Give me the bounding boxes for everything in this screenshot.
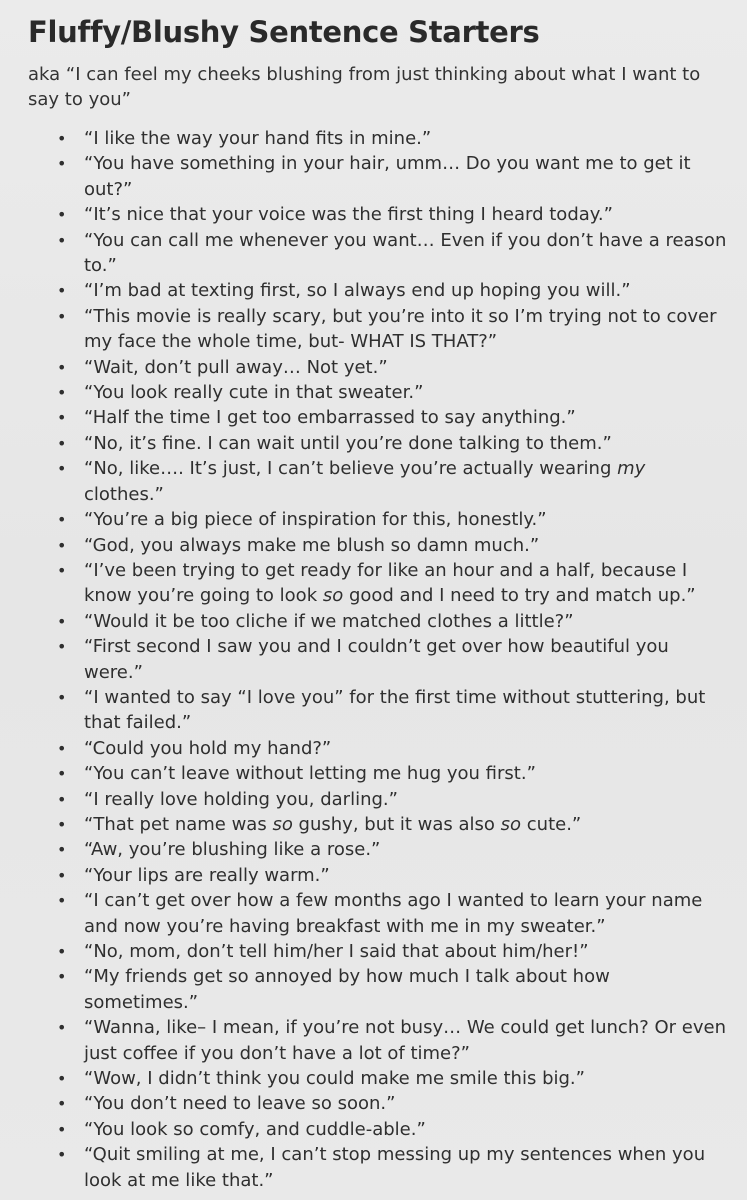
list-item-text xyxy=(84,1093,395,1114)
bullet-icon: • xyxy=(57,865,67,885)
list-item-text xyxy=(84,153,691,199)
page-title: Fluffy/Blushy Sentence Starters xyxy=(28,15,540,49)
text-segment: “You can call me whenever you want… Even if you don’t have a reason to.” xyxy=(84,229,727,277)
emphasis-text: my xyxy=(617,458,646,480)
emphasis-text: so xyxy=(322,585,344,607)
list-item xyxy=(28,151,727,202)
bullet-icon: • xyxy=(57,510,67,530)
bullet-icon: • xyxy=(57,560,67,580)
list-item xyxy=(28,533,727,558)
list-item xyxy=(28,278,727,303)
list-item-text xyxy=(84,789,398,810)
bullet-icon: • xyxy=(57,535,67,555)
text-segment: “Would it be too cliche if we matched clothes a little?” xyxy=(84,610,574,632)
text-segment: “I like the way your hand fits in mine.” xyxy=(84,128,432,149)
text-segment: “No, it’s fine. I can wait until you’re done talking to them.” xyxy=(84,432,612,454)
list-item xyxy=(28,456,727,507)
list-item xyxy=(28,1091,727,1116)
sentence-starter-list xyxy=(28,126,727,1193)
bullet-icon: • xyxy=(57,967,67,987)
list-item-text xyxy=(84,1119,426,1140)
bullet-icon: • xyxy=(57,738,67,758)
bullet-icon: • xyxy=(57,637,67,657)
bullet-icon: • xyxy=(57,306,67,326)
list-item xyxy=(28,1142,727,1193)
bullet-icon: • xyxy=(57,1119,67,1139)
list-item-text xyxy=(84,687,705,733)
list-item xyxy=(28,812,727,837)
bullet-icon: • xyxy=(57,433,67,453)
text-segment: good and I need to try and match up.” xyxy=(343,585,696,607)
text-segment: “Half the time I get too embarrassed to say anything.” xyxy=(84,407,576,429)
text-segment: “Quit smiling at me, I can’t stop messing up my sentences when you look at me like that.” xyxy=(84,1144,706,1191)
text-segment: “I’m bad at texting first, so I always end up hoping you will.” xyxy=(84,280,631,302)
list-item-text xyxy=(84,204,613,225)
list-item-text xyxy=(84,941,589,962)
list-item xyxy=(28,939,727,964)
bullet-icon: • xyxy=(57,942,67,961)
list-item xyxy=(28,558,727,609)
list-item-text xyxy=(84,433,612,454)
list-item xyxy=(28,1066,727,1091)
text-segment: “You don’t need to leave so soon.” xyxy=(84,1093,396,1115)
list-item xyxy=(28,1015,727,1066)
list-item xyxy=(28,304,727,355)
text-segment: “No, mom, don’t tell him/her I said that about him/her!” xyxy=(84,941,589,962)
text-segment: “You have something in your hair, umm… Do you want me to get it out?” xyxy=(84,153,691,200)
list-item xyxy=(28,863,727,888)
list-item-text xyxy=(84,280,631,301)
list-item-text xyxy=(84,865,330,886)
bullet-icon: • xyxy=(57,154,67,174)
text-segment: “It’s nice that your voice was the first thing I heard today.” xyxy=(84,204,613,226)
bullet-icon: • xyxy=(57,687,67,707)
list-item xyxy=(28,405,727,430)
text-segment: “Wait, don’t pull away… Not yet.” xyxy=(84,356,388,378)
text-segment: “God, you always make me blush so damn much.” xyxy=(84,534,540,556)
list-item xyxy=(28,761,727,786)
list-item-text xyxy=(84,230,726,276)
bullet-icon: • xyxy=(57,459,67,479)
text-segment: “You look so comfy, and cuddle-able.” xyxy=(84,1118,426,1140)
text-segment: “Aw, you’re blushing like a rose.” xyxy=(84,839,381,861)
list-item-text xyxy=(84,560,696,606)
bullet-icon: • xyxy=(57,1094,67,1114)
list-item-text xyxy=(84,535,539,556)
text-segment: “No, like…. It’s just, I can’t believe you’re actually wearing xyxy=(84,458,618,480)
text-segment: “I really love holding you, darling.” xyxy=(84,788,398,810)
text-segment: “I wanted to say “I love you” for the first time without stuttering, but that failed.” xyxy=(84,686,706,734)
list-item xyxy=(28,507,727,532)
list-item xyxy=(28,609,727,634)
list-item xyxy=(28,1117,727,1142)
text-segment: “You can’t leave without letting me hug you first.” xyxy=(84,763,536,785)
text-segment: gushy, but it was also xyxy=(292,813,501,835)
bullet-icon: • xyxy=(57,357,67,377)
list-item xyxy=(28,355,727,380)
bullet-icon: • xyxy=(57,1145,67,1165)
list-item-text xyxy=(84,738,331,759)
list-item-text xyxy=(84,128,431,149)
list-item-text xyxy=(84,763,536,784)
list-item-text xyxy=(84,509,547,530)
list-item xyxy=(28,964,727,1015)
bullet-icon: • xyxy=(57,611,67,631)
list-item xyxy=(28,202,727,227)
bullet-icon: • xyxy=(57,129,67,148)
list-item-text xyxy=(84,611,574,632)
list-item-text xyxy=(84,839,380,860)
list-item xyxy=(28,888,727,939)
text-segment: cute.” xyxy=(521,813,582,835)
text-segment: “You look really cute in that sweater.” xyxy=(84,382,424,404)
emphasis-text: so xyxy=(272,813,293,835)
text-segment: “I’ve been trying to get ready for like an hour and a half, because I know you’re going to look xyxy=(84,559,688,607)
bullet-icon: • xyxy=(57,1069,67,1089)
list-item-text xyxy=(84,814,581,835)
text-segment: “That pet name was xyxy=(84,813,273,835)
text-segment: “Could you hold my hand?” xyxy=(84,737,332,759)
list-item-text xyxy=(84,407,576,428)
list-item-text xyxy=(84,966,610,1012)
bullet-icon: • xyxy=(57,383,67,403)
emphasis-text: so xyxy=(500,813,522,835)
bullet-icon: • xyxy=(57,840,67,860)
bullet-icon: • xyxy=(57,764,67,784)
text-segment: “I can’t get over how a few months ago I wanted to learn your name and now you’re having breakfast with me in my sweater.” xyxy=(84,890,703,937)
list-item-text xyxy=(84,382,423,403)
list-item xyxy=(28,634,727,685)
list-item xyxy=(28,228,727,279)
list-item-text xyxy=(84,357,388,378)
bullet-icon: • xyxy=(57,205,67,225)
text-segment: “My friends get so annoyed by how much I talk about how sometimes.” xyxy=(84,966,610,1013)
list-item-text xyxy=(84,1068,585,1089)
bullet-icon: • xyxy=(57,891,67,911)
text-segment: “Wow, I didn’t think you could make me smile this big.” xyxy=(84,1068,585,1090)
bullet-icon: • xyxy=(57,789,67,809)
list-item xyxy=(28,431,727,456)
list-item xyxy=(28,837,727,862)
list-item xyxy=(28,126,727,151)
list-item-text xyxy=(84,1144,705,1190)
bullet-icon: • xyxy=(57,408,67,428)
subtitle: aka “I can feel my cheeks blushing from just thinking about what I want to say to you” xyxy=(28,64,701,110)
text-segment: “You’re a big piece of inspiration for this, honestly.” xyxy=(84,509,547,531)
list-item xyxy=(28,685,727,736)
list-item-text xyxy=(84,306,717,352)
list-item xyxy=(28,736,727,761)
bullet-icon: • xyxy=(57,230,67,250)
text-segment: “Your lips are really warm.” xyxy=(84,864,330,886)
list-item-text xyxy=(84,1017,726,1063)
bullet-icon: • xyxy=(57,281,67,301)
text-segment: “This movie is really scary, but you’re into it so I’m trying not to cover my face the whole time, but- WHAT IS THAT?” xyxy=(84,305,717,353)
bullet-icon: • xyxy=(57,1018,67,1038)
text-segment: “First second I saw you and I couldn’t get over how beautiful you were.” xyxy=(84,636,669,683)
text-segment: clothes.” xyxy=(84,483,164,505)
text-segment: “Wanna, like– I mean, if you’re not busy… We could get lunch? Or even just coffee if you don’t have a lot of time?” xyxy=(84,1017,727,1064)
list-item-text xyxy=(84,890,702,936)
list-item-text xyxy=(84,458,645,504)
list-item-text xyxy=(84,636,669,682)
list-item xyxy=(28,787,727,812)
list-item xyxy=(28,380,727,405)
bullet-icon: • xyxy=(57,814,67,834)
